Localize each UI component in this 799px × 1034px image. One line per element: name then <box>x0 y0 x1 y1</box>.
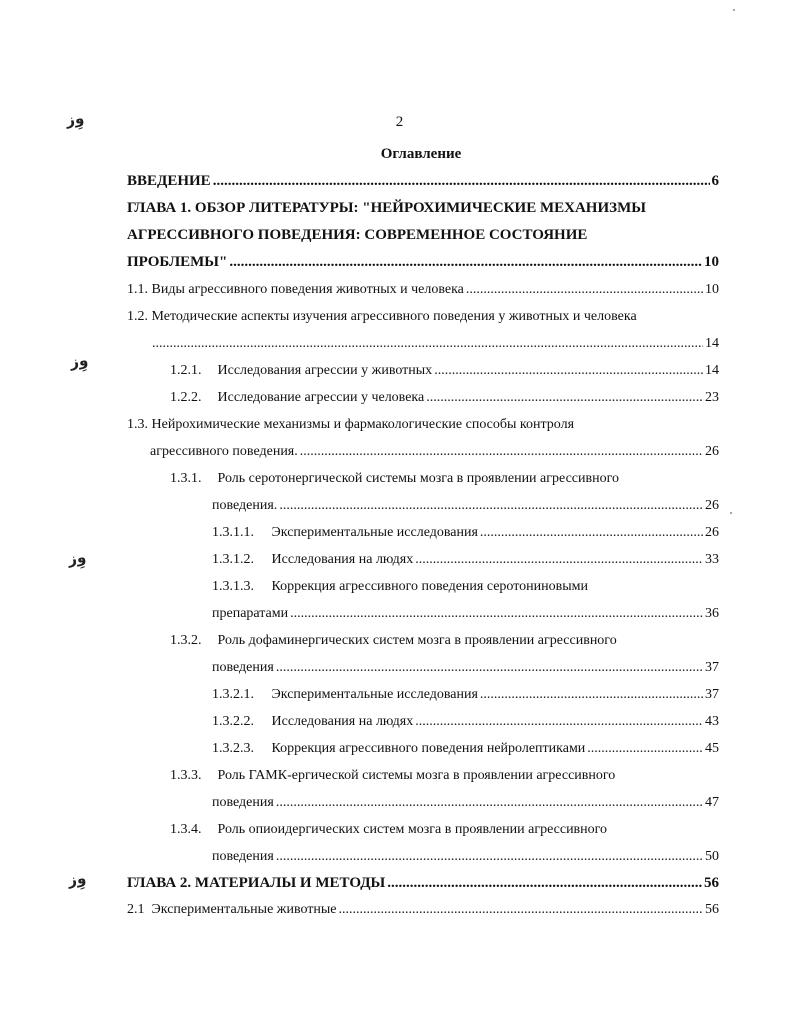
toc-entry-1-3-3-line-1[interactable] <box>170 767 615 785</box>
toc-entry-page: 37 <box>705 687 719 702</box>
scan-speck <box>733 9 735 11</box>
toc-entry-1-3-line-1[interactable] <box>127 416 574 434</box>
toc-entry-1-3-1[interactable] <box>212 497 719 515</box>
toc-entry-page: 33 <box>705 552 719 567</box>
toc-leader <box>434 362 703 380</box>
toc-leader <box>415 551 703 569</box>
toc-entry-text: Исследование агрессии у человека <box>217 390 425 405</box>
toc-entry-1-2[interactable] <box>150 335 719 353</box>
toc-entry-number: 1.3.2.2. <box>212 714 254 729</box>
toc-entry-page: 26 <box>705 525 719 540</box>
toc-entry-introduction[interactable] <box>127 172 719 190</box>
toc-entry-1-3-4-line-1[interactable] <box>170 821 607 839</box>
toc-entry-page: 26 <box>705 444 719 459</box>
toc-entry-number: 1.1. <box>127 282 148 297</box>
toc-entry-number: 1.3.1.3. <box>212 579 254 594</box>
toc-leader <box>300 443 703 461</box>
toc-entry-page: 10 <box>705 282 719 297</box>
toc-entry-number: 1.2.1. <box>170 363 202 378</box>
toc-entry-page: 23 <box>705 390 719 405</box>
toc-entry-number: 1.3.3. <box>170 768 202 783</box>
toc-entry-1-3-3[interactable] <box>212 794 719 812</box>
toc-entry-text: поведения <box>212 849 274 864</box>
toc-leader <box>426 389 703 407</box>
toc-entry-number: 1.3.1.2. <box>212 552 254 567</box>
toc-entry-1-3-2-2[interactable] <box>212 713 719 731</box>
toc-entry-1-2-1[interactable] <box>170 362 719 380</box>
toc-entry-page: 47 <box>705 795 719 810</box>
toc-entry-2-1[interactable] <box>127 901 719 919</box>
toc-entry-chapter-2[interactable] <box>127 874 719 892</box>
toc-entry-number: 1.3.1. <box>170 471 202 486</box>
toc-entry-text: Исследования на людях <box>271 714 414 729</box>
toc-entry-1-2-2[interactable] <box>170 389 719 407</box>
toc-entry-page: 36 <box>705 606 719 621</box>
toc-leader <box>466 281 703 299</box>
toc-leader <box>229 253 702 271</box>
toc-entry-text: Роль ГАМК-ергической системы мозга в проявлении агрессивного <box>217 768 616 783</box>
toc-entry-1-3-4[interactable] <box>212 848 719 866</box>
toc-entry-page: 37 <box>705 660 719 675</box>
toc-entry-number: 1.3.4. <box>170 822 202 837</box>
toc-entry-page: 45 <box>705 741 719 756</box>
toc-leader <box>152 335 703 353</box>
toc-entry-text: Экспериментальные животные <box>151 902 337 917</box>
toc-entry-text: препаратами <box>212 606 289 621</box>
toc-entry-number: 1.3.2.1. <box>212 687 254 702</box>
toc-entry-text: поведения <box>212 660 274 675</box>
toc-leader <box>279 497 703 515</box>
toc-entry-1-3-1-1[interactable] <box>212 524 719 542</box>
scan-speck <box>730 512 732 514</box>
toc-entry-page: 50 <box>705 849 719 864</box>
toc-entry-text: поведения. <box>212 498 278 513</box>
toc-entry-number: 1.3.2.3. <box>212 741 254 756</box>
toc-entry-text: ПРОБЛЕМЫ" <box>127 254 228 270</box>
toc-leader <box>290 605 703 623</box>
margin-mark: وِز <box>66 547 88 569</box>
margin-mark: وِز <box>68 350 90 372</box>
toc-entry-page: 14 <box>705 363 719 378</box>
toc-entry-text: Исследования на людях <box>271 552 414 567</box>
toc-entry-number: 2.1 <box>127 902 145 917</box>
toc-entry-1-3-1-3-line-1[interactable] <box>212 578 588 596</box>
toc-entry-text: Коррекция агрессивного поведения нейролептиками <box>271 741 586 756</box>
toc-entry-text: Роль опиоидергических систем мозга в проявлении агрессивного <box>217 822 608 837</box>
toc-entry-1-1[interactable] <box>127 281 719 299</box>
toc-entry-text: Методические аспекты изучения агрессивного поведения у животных и человека <box>151 309 637 324</box>
toc-entry-chapter-1-line-2[interactable]: АГРЕССИВНОГО ПОВЕДЕНИЯ: СОВРЕМЕННОЕ СОСТОЯНИЕ <box>127 227 588 243</box>
toc-entry-number: 1.3. <box>127 417 148 432</box>
toc-leader <box>276 848 703 866</box>
toc-entry-page: 10 <box>704 254 719 270</box>
toc-leader <box>587 740 703 758</box>
toc-entry-page: 56 <box>705 902 719 917</box>
toc-leader <box>415 713 703 731</box>
toc-entry-text: Экспериментальные исследования <box>271 525 478 540</box>
toc-entry-number: 1.2.2. <box>170 390 202 405</box>
margin-mark: وِز <box>66 868 88 890</box>
toc-entry-1-3-2[interactable] <box>212 659 719 677</box>
toc-entry-page: 6 <box>711 173 719 189</box>
toc-entry-page: 56 <box>704 875 719 891</box>
toc-entry-number: 1.3.2. <box>170 633 202 648</box>
toc-entry-1-2-line-1[interactable] <box>127 308 637 326</box>
toc-entry-text: Роль дофаминергических систем мозга в проявлении агрессивного <box>217 633 617 648</box>
toc-entry-1-3-2-1[interactable] <box>212 686 719 704</box>
toc-leader <box>213 172 710 190</box>
toc-leader <box>480 686 703 704</box>
margin-mark: وِز <box>64 108 86 130</box>
page-number: 2 <box>395 114 404 130</box>
toc-entry-page: 26 <box>705 498 719 513</box>
toc-entry-1-3-1-3[interactable] <box>212 605 719 623</box>
toc-entry-1-3[interactable] <box>150 443 719 461</box>
toc-entry-chapter-1[interactable] <box>127 253 719 271</box>
toc-entry-number: 1.3.1.1. <box>212 525 254 540</box>
toc-leader <box>339 901 703 919</box>
toc-entry-text: агрессивного поведения. <box>150 444 298 459</box>
toc-entry-page: 43 <box>705 714 719 729</box>
toc-entry-1-3-2-line-1[interactable] <box>170 632 617 650</box>
toc-entry-number: 1.2. <box>127 309 148 324</box>
toc-entry-text: ГЛАВА 2. МАТЕРИАЛЫ И МЕТОДЫ <box>127 875 386 891</box>
toc-entry-text: поведения <box>212 795 274 810</box>
toc-entry-1-3-2-3[interactable] <box>212 740 719 758</box>
toc-entry-text: Нейрохимические механизмы и фармакологические способы контроля <box>151 417 575 432</box>
toc-entry-text: Исследования агрессии у животных <box>217 363 433 378</box>
toc-leader <box>276 659 703 677</box>
toc-entry-chapter-1-line-1[interactable]: ГЛАВА 1. ОБЗОР ЛИТЕРАТУРЫ: "НЕЙРОХИМИЧЕСКИЕ МЕХАНИЗМЫ <box>127 200 646 216</box>
toc-entry-1-3-1-2[interactable] <box>212 551 719 569</box>
toc-entry-text: Экспериментальные исследования <box>271 687 478 702</box>
toc-leader <box>480 524 703 542</box>
toc-entry-page: 14 <box>705 336 719 351</box>
toc-entry-1-3-1-line-1[interactable] <box>170 470 619 488</box>
toc-entry-text: ВВЕДЕНИЕ <box>127 173 211 189</box>
toc-leader <box>387 874 702 892</box>
toc-leader <box>276 794 703 812</box>
toc-entry-text: Виды агрессивного поведения животных и человека <box>151 282 464 297</box>
toc-entry-text: Коррекция агрессивного поведения серотониновыми <box>271 579 589 594</box>
toc-title: Оглавление <box>380 146 462 162</box>
toc-entry-text: Роль серотонергической системы мозга в проявлении агрессивного <box>217 471 619 486</box>
